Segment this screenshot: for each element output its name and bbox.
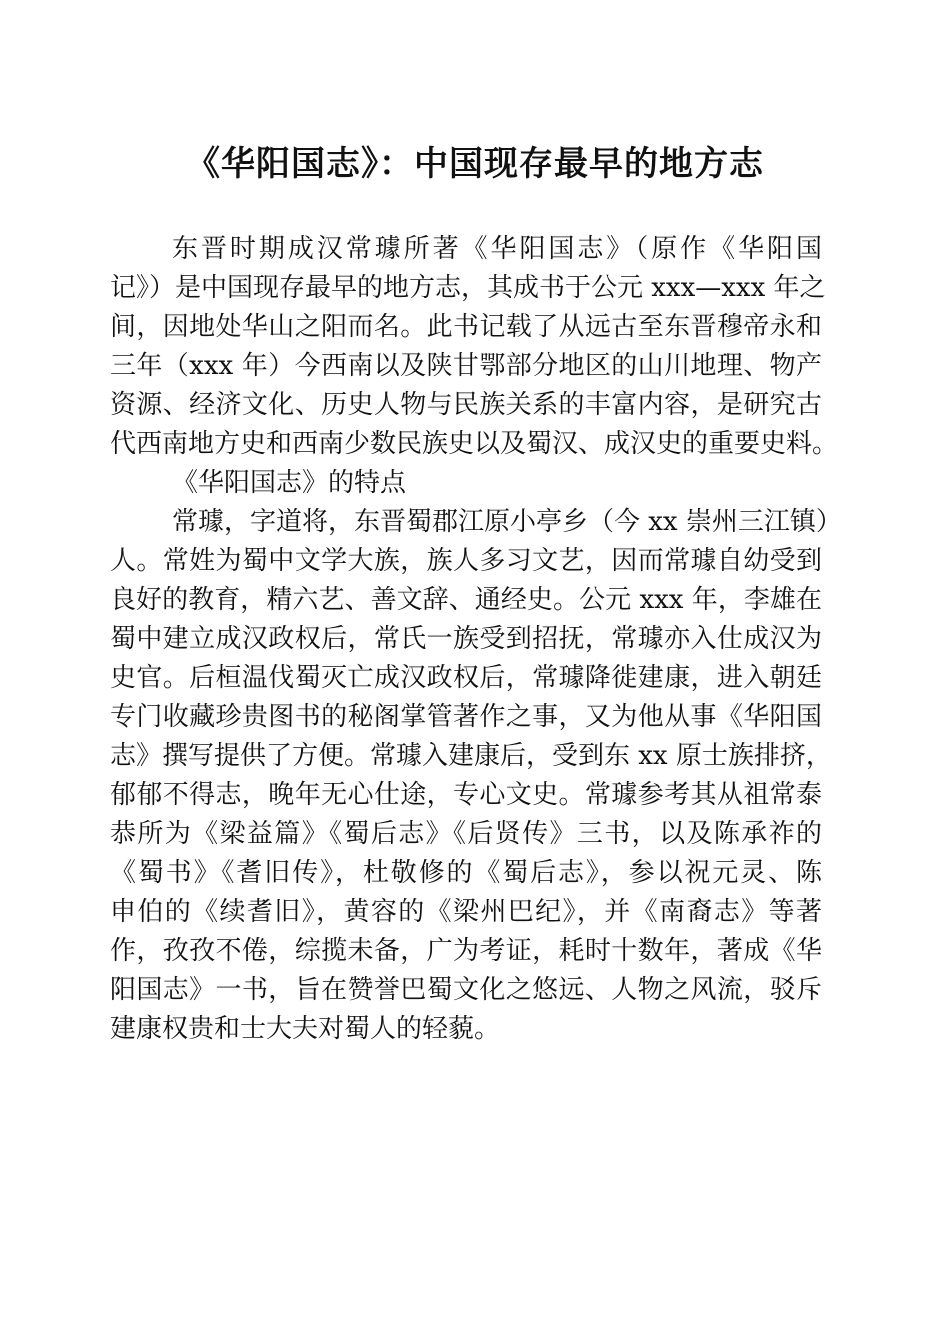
- text-line: 史官。后桓温伐蜀灭亡成汉政权后，常璩降徙建康，进入朝廷: [110, 663, 822, 693]
- paragraph: [110, 503, 842, 1049]
- text-line: 专门收藏珍贵图书的秘阁掌管著作之事，又为他从事《华阳国: [110, 702, 822, 732]
- text-line: 作，孜孜不倦，综揽未备，广为考证，耗时十数年，著成《华: [110, 936, 822, 966]
- text-line: 间，因地处华山之阳而名。此书记载了从远古至东晋穆帝永和: [110, 312, 822, 342]
- text-line: 恭所为《梁益篇》《蜀后志》《后贤传》三书，以及陈承祚的: [110, 819, 822, 849]
- text-line: 记》）是中国现存最早的地方志，其成书于公元 xxx—xxx 年之: [110, 273, 826, 303]
- text-line: 良好的教育，精六艺、善文辞、通经史。公元 xxx 年，李雄在: [110, 585, 822, 615]
- text-line: 志》撰写提供了方便。常璩入建康后，受到东 xx 原士族排挤，: [110, 741, 832, 771]
- text-line: 三年（xxx 年）今西南以及陕甘鄂部分地区的山川地理、物产: [110, 351, 822, 381]
- text-line: 资源、经济文化、历史人物与民族关系的丰富内容，是研究古: [110, 390, 822, 420]
- text-line: 建康权贵和士大夫对蜀人的轻藐。: [110, 1014, 501, 1044]
- text-line: 阳国志》一书，旨在赞誉巴蜀文化之悠远、人物之风流，驳斥: [110, 975, 822, 1005]
- text-line: 东晋时期成汉常璩所著《华阳国志》（原作《华阳国: [172, 234, 822, 264]
- text-line: 郁郁不得志，晚年无心仕途，专心文史。常璩参考其从祖常泰: [110, 780, 822, 810]
- text-line: 《华阳国志》的特点: [172, 468, 407, 498]
- document-body: [110, 230, 842, 1049]
- text-line: 常璩，字道将，东晋蜀郡江原小亭乡（今 xx 崇州三江镇）: [172, 507, 842, 537]
- document-title: 《华阳国志》：中国现存最早的地方志: [186, 144, 764, 184]
- text-line: 人。常姓为蜀中文学大族，族人多习文艺，因而常璩自幼受到: [110, 546, 822, 576]
- text-line: 代西南地方史和西南少数民族史以及蜀汉、成汉史的重要史料。: [110, 429, 839, 459]
- paragraph: [110, 230, 839, 464]
- text-line: 申伯的《续耆旧》，黄容的《梁州巴纪》，并《南裔志》等著: [110, 897, 822, 927]
- text-line: 《蜀书》《耆旧传》，杜敬修的《蜀后志》，参以祝元灵、陈: [110, 858, 822, 888]
- text-line: 蜀中建立成汉政权后，常氏一族受到招抚，常璩亦入仕成汉为: [110, 624, 822, 654]
- section-heading: [110, 464, 822, 503]
